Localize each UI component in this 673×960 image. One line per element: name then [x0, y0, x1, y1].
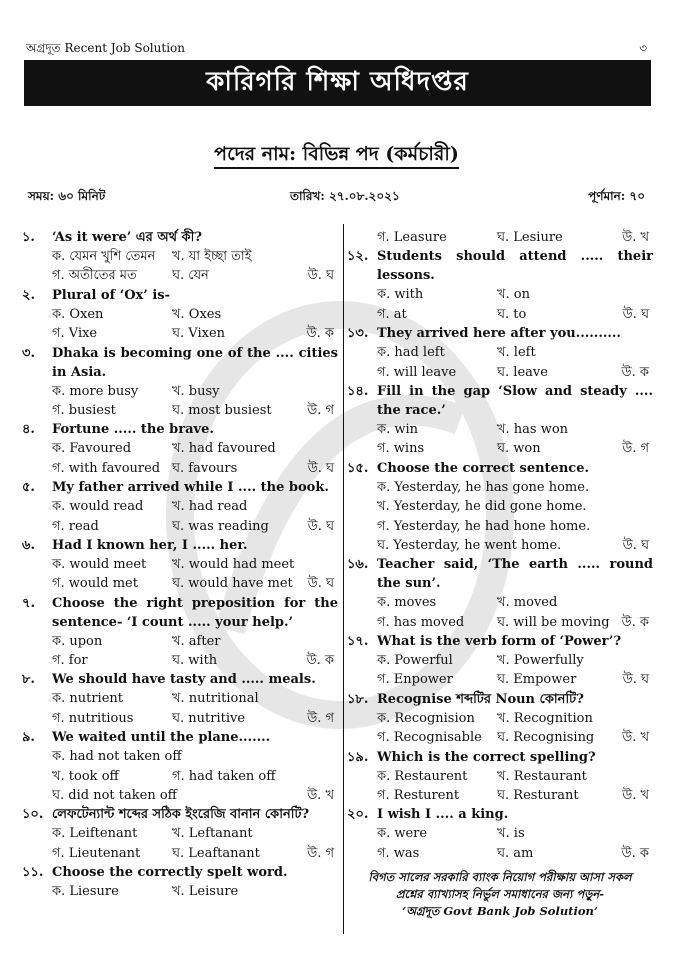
question-header [22, 228, 338, 247]
question-number: ২০. [347, 807, 369, 823]
option-a: গ. অতীতের মত [52, 268, 137, 284]
option-a: খ. took off [52, 768, 119, 784]
option-a: ক. যেমন খুশি তেমন [52, 249, 156, 264]
answer-key: উ. ক [621, 364, 649, 380]
question-text: What is the verb form of ‘Power’? [377, 634, 622, 650]
option-a: গ. Yesterday, he had hone home. [377, 518, 591, 534]
option-b: খ. on [497, 287, 531, 303]
option-b: খ. moved [497, 595, 558, 611]
answer-key: উ. খ [307, 788, 334, 804]
option-row [347, 305, 653, 324]
option-row [347, 844, 653, 863]
option-a: ক. Oxen [52, 306, 104, 322]
option-row [347, 285, 653, 304]
question-text: They arrived here after you.......... [377, 326, 621, 342]
question-item [347, 459, 653, 556]
footer-note [347, 869, 653, 920]
answer-key: উ. ঘ [307, 268, 334, 284]
question-number: ১৬. [347, 557, 369, 573]
option-a: ক. would read [52, 499, 144, 515]
answer-key: উ. ক [621, 845, 649, 861]
option-b: খ. had read [172, 499, 248, 515]
question-number: ১৯. [347, 749, 369, 765]
question-header [347, 324, 653, 343]
question-text: Recognise শব্দটির Noun কোনটি? [377, 691, 584, 707]
option-b: ঘ. Resturant [497, 788, 579, 804]
question-item [347, 805, 653, 863]
question-text: My father arrived while I .... the book. [52, 480, 329, 496]
option-a: গ. with favoured [52, 460, 161, 476]
option-row [347, 517, 653, 536]
question-text: Plural of ‘Ox’ is- [52, 287, 170, 303]
question-item [347, 632, 653, 690]
question-item [22, 728, 338, 805]
option-row [22, 882, 338, 901]
option-row [22, 439, 338, 458]
option-a: ক. Recognision [377, 710, 475, 726]
option-a: ক. Leiftenant [52, 826, 138, 842]
question-number: ৩. [22, 345, 35, 361]
footer-line: বিগত সালের সরকারি ব্যাংক নিয়োগ পরীক্ষায় আসা সকল [368, 870, 632, 885]
question-header [22, 863, 338, 882]
option-a: ক. Restaurent [377, 768, 468, 784]
option-a: গ. read [52, 518, 99, 534]
question-text: Choose the correct sentence. [377, 460, 589, 476]
option-row [347, 497, 653, 516]
option-b: ঘ. Recognising [497, 730, 595, 746]
question-item [22, 594, 338, 671]
option-b: খ. Oxes [172, 306, 222, 322]
option-row [347, 824, 653, 843]
answer-key: উ. ঘ [622, 306, 649, 322]
option-a: ক. win [377, 421, 419, 437]
question-number: ১৫. [347, 460, 369, 476]
option-row [347, 767, 653, 786]
answer-key: উ. গ [307, 845, 334, 861]
option-b: খ. is [497, 826, 525, 842]
option-b: ঘ. most busiest [172, 402, 272, 418]
option-a: গ. will leave [377, 364, 457, 380]
option-b: খ. busy [172, 383, 220, 399]
option-row [347, 613, 653, 632]
question-text: ‘As it were’ এর অর্থ কী? [52, 230, 202, 245]
option-b: ঘ. would have met [172, 576, 293, 592]
option-row [22, 324, 338, 343]
question-text: We should have tasty and ..... meals. [52, 672, 316, 688]
option-b: খ. Restaurant [497, 768, 587, 784]
question-item [22, 670, 338, 728]
footer-line: ‘অগ্রদূত Govt Bank Job Solution’ [402, 904, 598, 919]
question-number: ১৮. [347, 691, 369, 707]
option-b: ঘ. am [497, 845, 534, 861]
option-a: ক. moves [377, 595, 437, 611]
question-number: ১৪. [347, 383, 369, 399]
option-a: গ. at [377, 306, 407, 322]
option-a: গ. has moved [377, 614, 465, 630]
option-b: খ. nutritional [172, 691, 259, 707]
option-row [347, 420, 653, 439]
question-header [22, 420, 338, 439]
exam-time: সময়: ৬০ মিনিট [28, 189, 106, 203]
option-row [347, 478, 653, 497]
option-a: গ. Leasure [377, 230, 447, 245]
question-item [22, 228, 338, 286]
option-a: ক. upon [52, 633, 103, 649]
option-a: গ. Vixe [52, 326, 98, 342]
question-item [347, 748, 653, 806]
option-a: গ. Enpower [377, 672, 453, 688]
question-item [347, 382, 653, 459]
question-item [347, 324, 653, 382]
question-number: ৫. [22, 480, 35, 496]
question-item [22, 478, 338, 536]
option-row [347, 228, 653, 247]
option-row [347, 670, 653, 689]
option-a: ক. more busy [52, 383, 139, 399]
option-row [22, 689, 338, 708]
post-name-text: পদের নাম: বিভিন্ন পদ (কর্মচারী) [214, 143, 459, 169]
option-row [22, 709, 338, 728]
question-header [347, 632, 653, 651]
option-b: ঘ. won [497, 441, 541, 457]
option-row [347, 363, 653, 382]
option-row [22, 555, 338, 574]
option-row [347, 709, 653, 728]
question-number: ৬. [22, 537, 35, 553]
option-a: ক. with [377, 287, 424, 303]
option-row [22, 266, 338, 285]
option-row [22, 574, 338, 593]
question-header [347, 459, 653, 478]
question-item [347, 228, 653, 247]
option-a: গ. Recognisable [377, 730, 482, 746]
option-row [22, 824, 338, 843]
answer-key: উ. ঘ [307, 460, 334, 476]
option-a: ক. Liesure [52, 884, 119, 900]
question-text: লেফটেন্যান্ট শব্দের সঠিক ইংরেজি বানান কোনটি? [52, 807, 310, 823]
option-a: ক. nutrient [52, 691, 123, 707]
option-a: ঘ. Yesterday, he went home. [377, 537, 562, 553]
exam-marks: পূর্ণমান: ৭০ [588, 189, 645, 203]
page-title: কারিগরি শিক্ষা অধিদপ্তর [206, 67, 469, 97]
option-b: খ. after [172, 633, 221, 649]
footer-line: প্রশ্নের ব্যাখ্যাসহ নির্ভুল সমাধানের জন্য পড়ুন- [395, 887, 605, 902]
question-header [22, 478, 338, 497]
exam-date: তারিখ: ২৭.০৮.২০২১ [290, 189, 400, 203]
option-row [347, 728, 653, 747]
option-b: ঘ. will be moving [497, 614, 610, 630]
answer-key: উ. ক [306, 326, 334, 342]
left-column [22, 228, 338, 902]
question-number: ১. [22, 230, 35, 245]
question-header [22, 286, 338, 305]
answer-key: উ. খ [622, 230, 649, 245]
option-row [22, 382, 338, 401]
option-b: ঘ. favours [172, 460, 238, 476]
option-row [347, 593, 653, 612]
question-text: I wish I .... a king. [377, 807, 509, 823]
question-header [347, 382, 653, 420]
running-header [26, 40, 647, 56]
title-banner [24, 60, 651, 106]
question-number: ১৩. [347, 326, 369, 342]
option-a: গ. Resturent [377, 788, 460, 804]
question-header [22, 805, 338, 824]
option-row [22, 517, 338, 536]
question-text: We waited until the plane....... [52, 730, 271, 746]
answer-key: উ. গ [307, 402, 334, 418]
question-text: Choose the right preposition for the sentence- ‘I count ..... your help.’ [52, 595, 338, 630]
option-b: ঘ. was reading [172, 518, 269, 534]
option-row [347, 439, 653, 458]
option-b: খ. left [497, 345, 536, 361]
question-item [347, 555, 653, 632]
question-header [22, 594, 338, 632]
option-a: গ. nutritious [52, 710, 134, 726]
answer-key: উ. ক [306, 653, 334, 669]
option-b: খ. had favoured [172, 441, 276, 457]
option-a: গ. Lieutenant [52, 845, 141, 861]
question-item [22, 286, 338, 344]
option-b: ঘ. Empower [497, 672, 577, 688]
question-item [22, 344, 338, 421]
option-row [347, 343, 653, 362]
question-header [347, 247, 653, 285]
option-row [22, 401, 338, 420]
question-item [347, 690, 653, 748]
question-number: ১৭. [347, 634, 369, 650]
answer-key: উ. ঘ [622, 537, 649, 553]
option-a: গ. busiest [52, 402, 116, 418]
answer-key: উ. খ [622, 788, 649, 804]
option-b: খ. Leisure [172, 884, 239, 900]
question-text: Students should attend ..... their lessons. [377, 249, 653, 284]
option-row [347, 536, 653, 555]
option-a: ক. Favoured [52, 441, 132, 457]
answer-key: উ. ঘ [307, 576, 334, 592]
option-a: ক. had not taken off [52, 749, 182, 765]
option-b: খ. would had meet [172, 556, 295, 572]
question-text: Dhaka is becoming one of the .... cities in Asia. [52, 345, 338, 380]
option-a: ক. Yesterday, he has gone home. [377, 479, 590, 495]
option-a: গ. wins [377, 441, 425, 457]
option-b: ঘ. leave [497, 364, 548, 380]
question-text: Which is the correct spelling? [377, 749, 596, 765]
option-row [22, 786, 338, 805]
question-number: ৯. [22, 730, 35, 746]
option-row [347, 786, 653, 805]
question-text: Teacher said, ‘The earth ..... round the sun’. [377, 557, 653, 592]
option-row [22, 247, 338, 266]
question-text: Fill in the gap ‘Slow and steady .... the race.’ [377, 383, 653, 418]
question-item [22, 536, 338, 594]
question-header [347, 748, 653, 767]
question-item [347, 247, 653, 324]
question-number: ২. [22, 287, 35, 303]
option-a: ক. were [377, 826, 428, 842]
option-row [347, 651, 653, 670]
question-header [22, 536, 338, 555]
answer-key: উ. ঘ [307, 518, 334, 534]
answer-key: উ. খ [622, 730, 649, 746]
option-b: ঘ. Leaftanant [172, 845, 260, 861]
question-text: Had I known her, I ..... her. [52, 537, 248, 553]
option-a: গ. for [52, 653, 88, 669]
option-row [22, 459, 338, 478]
option-row [22, 747, 338, 766]
question-header [22, 344, 338, 382]
page-number: ৩ [639, 41, 647, 55]
question-number: ৪. [22, 422, 35, 438]
question-number: ১১. [22, 865, 44, 881]
question-number: ১২. [347, 249, 369, 265]
publication-name: অগ্রদূত Recent Job Solution [26, 41, 185, 55]
question-header [22, 670, 338, 689]
post-name [0, 140, 673, 172]
answer-key: উ. গ [622, 441, 649, 457]
option-a: ক. Powerful [377, 653, 453, 669]
option-b: ঘ. to [497, 306, 527, 322]
option-b: ঘ. যেন [172, 268, 209, 284]
question-item [22, 863, 338, 901]
option-b: খ. যা ইচ্ছা তাই [172, 249, 252, 264]
answer-key: উ. ঘ [622, 672, 649, 688]
question-header [347, 555, 653, 593]
question-number: ১০. [22, 807, 44, 823]
option-b: ঘ. Lesiure [497, 230, 563, 245]
option-row [22, 844, 338, 863]
question-item [22, 420, 338, 478]
option-b: খ. Recognition [497, 710, 593, 726]
option-b: খ. Leftanant [172, 826, 253, 842]
option-b: খ. has won [497, 421, 569, 437]
option-a: গ. was [377, 845, 420, 861]
option-row [22, 497, 338, 516]
option-a: ক. would meet [52, 556, 147, 572]
option-b: ঘ. nutritive [172, 710, 246, 726]
question-header [347, 690, 653, 709]
question-header [22, 728, 338, 747]
option-b: ঘ. with [172, 653, 218, 669]
option-a: খ. Yesterday, he did gone home. [377, 499, 587, 515]
option-row [22, 651, 338, 670]
answer-key: উ. ক [621, 614, 649, 630]
column-divider [343, 224, 344, 934]
option-a: ঘ. did not taken off [52, 788, 177, 804]
option-a: গ. would met [52, 576, 138, 592]
answer-key: উ. গ [307, 710, 334, 726]
option-row [22, 632, 338, 651]
option-b: গ. had taken off [172, 768, 276, 784]
question-text: Choose the correctly spelt word. [52, 865, 288, 881]
option-row [22, 767, 338, 786]
question-item [22, 805, 338, 863]
option-b: খ. Powerfully [497, 653, 584, 669]
option-row [22, 305, 338, 324]
option-b: ঘ. Vixen [172, 326, 226, 342]
right-column [347, 228, 653, 920]
question-number: ৮. [22, 672, 35, 688]
question-header [347, 805, 653, 824]
question-number: ৭. [22, 595, 35, 611]
question-text: Fortune ..... the brave. [52, 422, 214, 438]
option-a: ক. had left [377, 345, 445, 361]
